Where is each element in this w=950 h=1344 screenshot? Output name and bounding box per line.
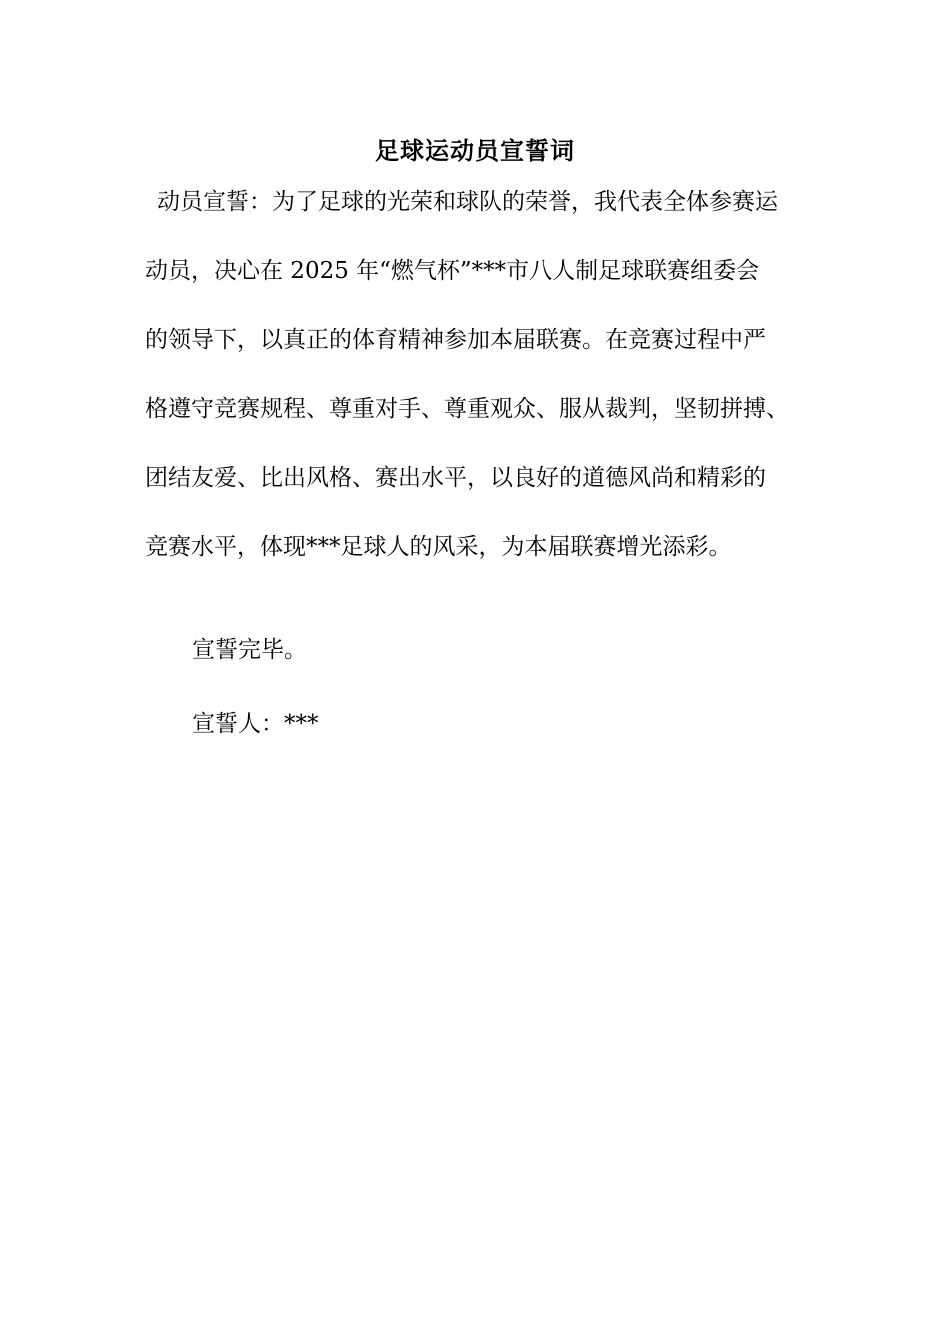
oath-line: 竞赛水平，体现***足球人的风采，为本届联赛增光添彩。 bbox=[145, 534, 732, 560]
oath-line: 团结友爱、比出风格、赛出水平，以良好的道德风尚和精彩的 bbox=[145, 465, 766, 491]
closing-statement: 宣誓完毕。 bbox=[192, 637, 307, 663]
oath-paragraph bbox=[145, 168, 835, 582]
oath-line: 的领导下，以真正的体育精神参加本届联赛。在竞赛过程中严 bbox=[145, 327, 766, 353]
oath-line: 格遵守竞赛规程、尊重对手、尊重观众、服从裁判，坚韧拼搏、 bbox=[145, 396, 789, 422]
document-title: 足球运动员宣誓词 bbox=[375, 137, 575, 165]
oath-line: 动员宣誓：为了足球的光荣和球队的荣誉，我代表全体参赛运 bbox=[157, 189, 778, 215]
oath-line: 动员，决心在 2025 年“燃气杯”***市八人制足球联赛组委会 bbox=[145, 258, 760, 284]
signatory-line: 宣誓人：*** bbox=[192, 711, 319, 737]
